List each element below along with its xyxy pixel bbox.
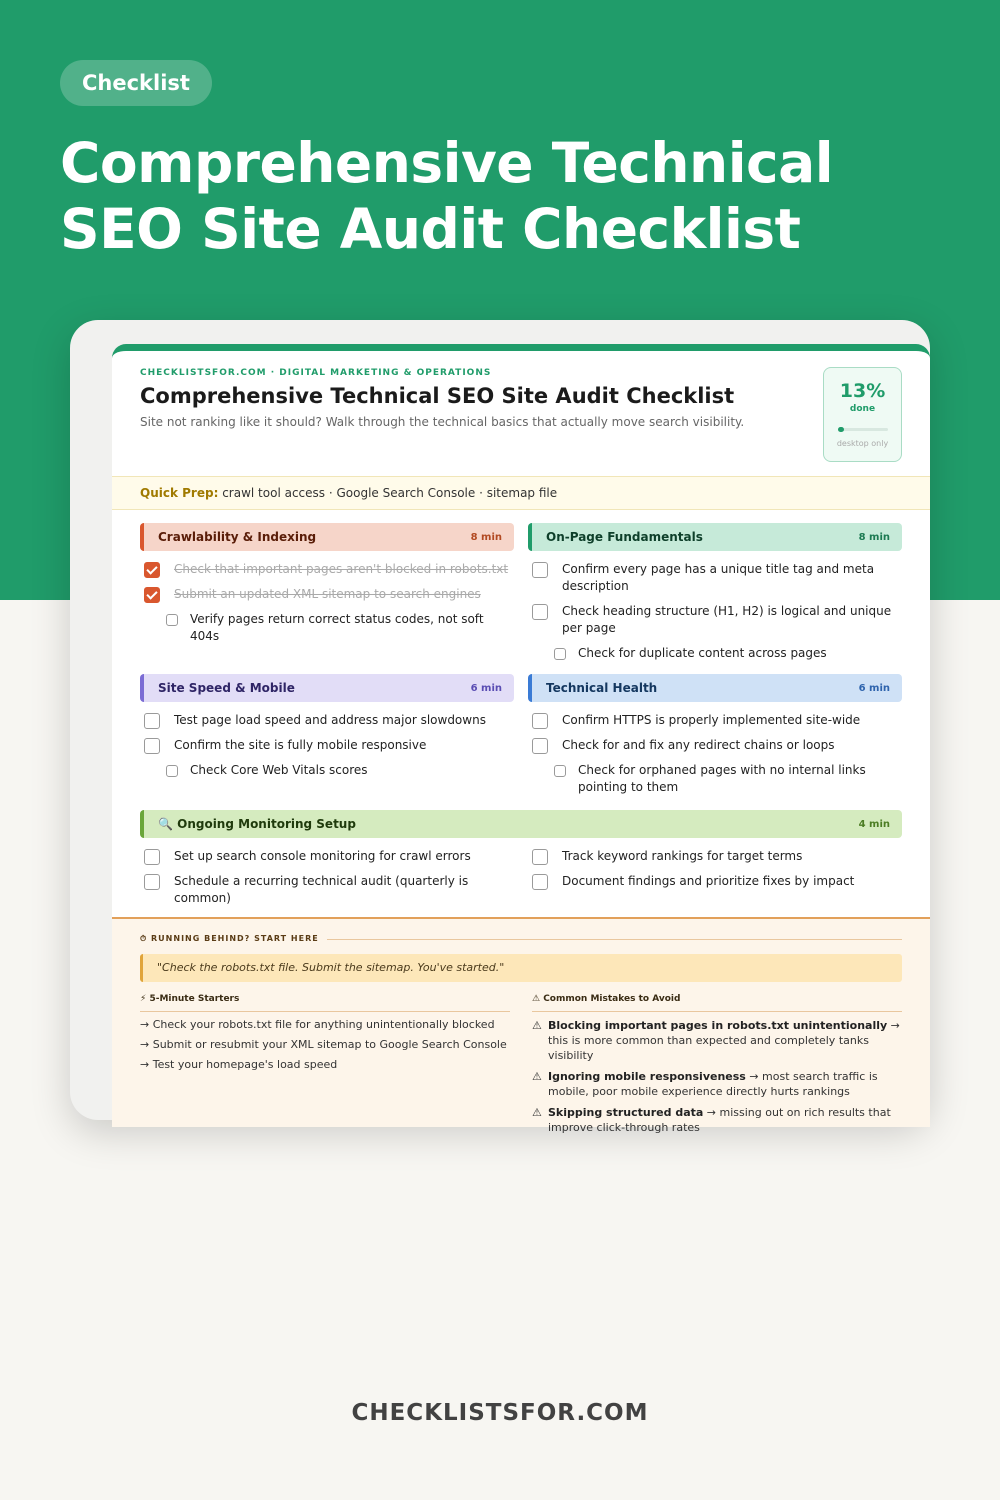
checkbox[interactable] — [144, 874, 160, 890]
progress-card — [823, 367, 902, 462]
task-label: Check that important pages aren't blocked in robots.txt — [174, 562, 509, 576]
motivation-quote: "Check the robots.txt file. Submit the sitemap. You've started." — [140, 954, 902, 982]
task-item[interactable] — [528, 848, 902, 865]
hero-title — [60, 130, 960, 262]
running-behind-header — [140, 934, 902, 944]
task-item[interactable] — [528, 737, 902, 754]
task-label: Schedule a recurring technical audit (quarterly is common) — [174, 874, 469, 905]
task-label: Verify pages return correct status codes, not soft 404s — [190, 612, 484, 643]
mistake-item — [532, 1069, 902, 1099]
section-time: 6 min — [470, 682, 502, 694]
monitoring-column — [528, 848, 902, 915]
section-items — [528, 551, 902, 662]
section-title: Crawlability & Indexing — [158, 530, 317, 544]
footer-brand: CHECKLISTSFOR.COM — [351, 1400, 649, 1426]
quick-prep-bar — [112, 476, 930, 510]
checkbox[interactable] — [532, 874, 548, 890]
task-item[interactable] — [140, 712, 514, 729]
mistake-text — [548, 1018, 902, 1063]
running-behind-panel — [112, 917, 930, 1134]
section-title: Site Speed & Mobile — [158, 681, 295, 695]
section-technical-health — [528, 674, 902, 804]
category-pill: Checklist — [60, 60, 212, 106]
section-items — [140, 838, 902, 915]
quick-prep-label: Quick Prep: — [140, 486, 219, 500]
section-header — [528, 674, 902, 702]
checkbox[interactable] — [532, 604, 548, 620]
document-title: Comprehensive Technical SEO Site Audit Checklist — [140, 384, 735, 408]
task-label: Check Core Web Vitals scores — [190, 763, 368, 777]
hero-title-line-1: Comprehensive Technical — [60, 131, 834, 195]
document-subtitle: Site not ranking like it should? Walk through the technical basics that actually move search visibility. — [140, 415, 745, 429]
checkbox[interactable] — [144, 713, 160, 729]
checklist-sections — [112, 523, 930, 915]
section-row — [140, 674, 902, 804]
task-label: Check heading structure (H1, H2) is logical and unique per page — [562, 604, 892, 635]
subtask-item[interactable] — [528, 645, 902, 662]
mistakes-title: ⚠ Common Mistakes to Avoid — [532, 994, 902, 1012]
section-time: 4 min — [858, 818, 890, 830]
mistake-title: Blocking important pages in robots.txt unintentionally — [548, 1019, 888, 1032]
task-label: Check for duplicate content across pages — [578, 646, 827, 660]
subtask-item[interactable] — [140, 762, 514, 779]
section-title: On-Page Fundamentals — [546, 530, 703, 544]
task-label: Document findings and prioritize fixes by impact — [562, 874, 855, 888]
section-ongoing-monitoring — [140, 810, 902, 915]
task-item[interactable] — [140, 586, 514, 603]
task-item[interactable] — [140, 848, 514, 865]
checklist-document — [112, 344, 930, 1134]
section-site-speed-mobile — [140, 674, 514, 804]
monitoring-column — [140, 848, 514, 915]
mistake-detail: → missing out on rich results that improve click-through rates — [548, 1106, 891, 1134]
mistake-text — [548, 1105, 902, 1135]
starter-item: → Test your homepage's load speed — [140, 1058, 338, 1071]
checkbox[interactable] — [532, 738, 548, 754]
checkbox[interactable] — [144, 738, 160, 754]
section-time: 8 min — [858, 531, 890, 543]
checkbox[interactable] — [144, 849, 160, 865]
task-item[interactable] — [528, 561, 902, 595]
progress-note: desktop only — [836, 439, 889, 448]
checkbox[interactable] — [144, 587, 160, 603]
progress-percent: 13% — [839, 380, 886, 402]
checkbox[interactable] — [532, 849, 548, 865]
starter-item: → Submit or resubmit your XML sitemap to Google Search Console — [140, 1038, 507, 1051]
mistake-title: Skipping structured data — [548, 1106, 704, 1119]
divider — [327, 939, 902, 940]
progress-done-label: done — [849, 404, 876, 414]
section-time: 8 min — [470, 531, 502, 543]
starter-item: → Check your robots.txt file for anything unintentionally blocked — [140, 1018, 495, 1031]
quick-prep-text: crawl tool access · Google Search Console · sitemap file — [222, 486, 558, 500]
task-item[interactable] — [140, 737, 514, 754]
mistakes-list — [532, 1018, 902, 1135]
mistake-detail: → most search traffic is mobile, poor mobile experience directly hurts rankings — [548, 1070, 878, 1098]
starters-title: ⚡ 5-Minute Starters — [140, 994, 510, 1012]
task-label: Confirm the site is fully mobile responsive — [174, 738, 427, 752]
section-row — [140, 523, 902, 670]
task-item[interactable] — [528, 603, 902, 637]
progress-bar — [838, 428, 888, 431]
section-title: 🔍 Ongoing Monitoring Setup — [158, 817, 356, 831]
document-kicker: CHECKLISTSFOR.COM · DIGITAL MARKETING & OPERATIONS — [140, 368, 492, 378]
section-crawlability-indexing — [140, 523, 514, 670]
section-header — [528, 523, 902, 551]
task-item[interactable] — [140, 873, 514, 907]
task-label: Confirm HTTPS is properly implemented site-wide — [562, 713, 861, 727]
mistake-title: Ignoring mobile responsiveness — [548, 1070, 746, 1083]
section-time: 6 min — [858, 682, 890, 694]
mistake-item — [532, 1105, 902, 1135]
preview-frame — [70, 320, 930, 1134]
section-header — [140, 674, 514, 702]
section-items — [140, 551, 514, 645]
checkbox[interactable] — [166, 614, 178, 626]
task-label: Check for and fix any redirect chains or loops — [562, 738, 835, 752]
section-header — [140, 523, 514, 551]
section-items — [140, 702, 514, 779]
task-label: Confirm every page has a unique title tag and meta description — [562, 562, 875, 593]
task-item[interactable] — [140, 561, 514, 578]
task-label: Test page load speed and address major slowdowns — [174, 713, 486, 727]
task-label: Submit an updated XML sitemap to search engines — [174, 587, 481, 601]
checkbox[interactable] — [532, 562, 548, 578]
checkbox[interactable] — [166, 765, 178, 777]
task-label: Check for orphaned pages with no internal links pointing to them — [578, 763, 866, 794]
hero-title-line-2: SEO Site Audit Checklist — [60, 197, 801, 261]
task-label: Track keyword rankings for target terms — [562, 849, 803, 863]
subtask-item[interactable] — [528, 762, 902, 796]
mistake-detail: → this is more common than expected and completely tanks visibility — [548, 1019, 900, 1062]
warning-icon: ⚠ — [532, 1070, 542, 1083]
subtask-item[interactable] — [140, 611, 514, 645]
task-item[interactable] — [528, 873, 902, 890]
section-items — [528, 702, 902, 796]
warning-icon: ⚠ — [532, 1106, 542, 1119]
mistake-item — [532, 1018, 902, 1063]
starters-list — [140, 1018, 510, 1072]
section-on-page-fundamentals — [528, 523, 902, 670]
checkbox[interactable] — [554, 765, 566, 777]
mistake-text — [548, 1069, 902, 1099]
running-behind-title: ⏱ RUNNING BEHIND? START HERE — [140, 934, 319, 943]
task-label: Set up search console monitoring for crawl errors — [174, 849, 471, 863]
document-header — [112, 351, 930, 476]
task-item[interactable] — [528, 712, 902, 729]
section-header — [140, 810, 902, 838]
checkbox[interactable] — [532, 713, 548, 729]
mistakes-column — [532, 994, 902, 1135]
progress-bar-fill — [838, 427, 845, 432]
checkbox[interactable] — [144, 562, 160, 578]
starters-column — [140, 994, 510, 1135]
checkbox[interactable] — [554, 648, 566, 660]
warning-icon: ⚠ — [532, 1019, 542, 1032]
section-title: Technical Health — [546, 681, 658, 695]
